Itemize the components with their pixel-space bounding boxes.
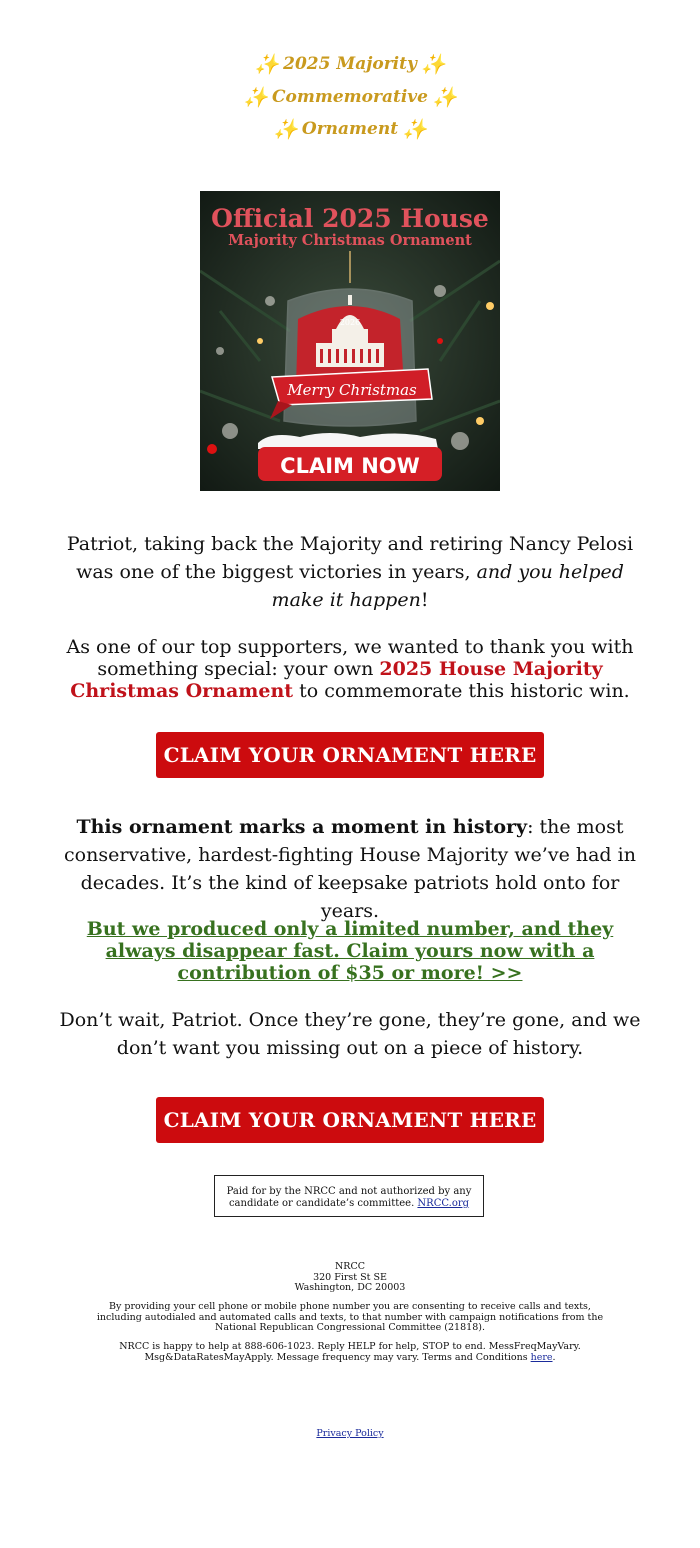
dont-wait-paragraph: Don’t wait, Patriot. Once they’re gone, they’re gone, and we don’t want you missing out on a piece of history. [59,1009,641,1059]
hero-title-line-1: Official 2025 House [211,204,489,233]
sparkle-icon: ✨ [273,116,298,141]
history-text: : the most conservative, hardest-fighting House Majority we’ve had in decades. It’s the kind of keepsake patriots hold onto for years. [64,816,636,922]
ornament-highlight-text: 2025 House Majority Christmas Ornament [70,658,603,702]
header-line-1 [0,52,700,75]
consent-text: By providing your cell phone or mobile phone number you are consenting to receive calls and texts, including autodialed and automated calls and texts, to that number with campaign notifications from the National Republican Congressional Committee (21818). [96,1301,604,1333]
intro-italic-text: and you helped make it happen [271,561,624,611]
sparkle-icon: ✨ [402,116,427,141]
header-title-line-2: Commemorative [272,86,428,107]
ornament-ribbon-text: Merry Christmas [287,381,417,399]
privacy-policy-link[interactable]: Privacy Policy [316,1428,384,1439]
terms-link[interactable]: here [530,1351,553,1363]
sparkle-icon: ✨ [431,84,457,109]
nrcc-org-link[interactable]: NRCC.org [417,1198,470,1209]
sparkle-icon: ✨ [254,51,280,76]
header-line-2 [0,85,700,108]
history-paragraph [55,813,645,925]
address-street: 320 First St SE [313,1271,387,1283]
intro-end: ! [420,589,429,611]
help-end: . [552,1351,556,1363]
paid-for-text: Paid for by the NRCC and not authorized by any candidate or candidate’s committee. [226,1186,472,1209]
header-line-3 [0,117,700,140]
sparkle-icon: ✨ [243,84,269,109]
hero-title-line-2: Majority Christmas Ornament [228,232,472,249]
header-title-line-1: 2025 Majority [283,53,417,74]
thanks-paragraph [55,636,645,702]
help-text-block [110,1342,590,1363]
privacy-row [90,1429,610,1440]
intro-text: Patriot, taking back the Majority and retiring Nancy Pelosi was one of the biggest victories in years, [66,533,634,583]
hero-claim-now-text: CLAIM NOW [280,454,420,478]
address-city: Washington, DC 20003 [294,1282,406,1293]
limited-paragraph [80,918,620,984]
header-title-line-3: Ornament [301,118,399,139]
sparkle-icon: ✨ [420,51,446,76]
claim-ornament-button-1[interactable]: CLAIM YOUR ORNAMENT HERE [156,732,544,778]
thanks-end: to commemorate this historic win. [293,680,630,702]
mailing-address [90,1262,610,1294]
limited-contribution-link[interactable]: But we produced only a limited number, and they always disappear fast. Claim yours now with a contribution of $35 or more! >> [86,918,614,984]
ornament-year: 2026 [339,318,361,327]
paid-for-disclaimer [214,1175,484,1217]
help-text: NRCC is happy to help at 888-606-1023. Reply HELP for help, STOP to end. MessFreqMayVary. Msg&DataRatesMayApply. Message frequency may vary. Terms and Conditions [119,1341,581,1363]
claim-ornament-button-2[interactable]: CLAIM YOUR ORNAMENT HERE [156,1097,544,1143]
intro-paragraph [55,530,645,614]
history-bold-text: This ornament marks a moment in history [76,816,528,838]
thanks-text: As one of our top supporters, we wanted to thank you with something special: your own [66,636,634,680]
address-org: NRCC [334,1261,365,1272]
ornament-hero-image[interactable] [200,191,500,491]
